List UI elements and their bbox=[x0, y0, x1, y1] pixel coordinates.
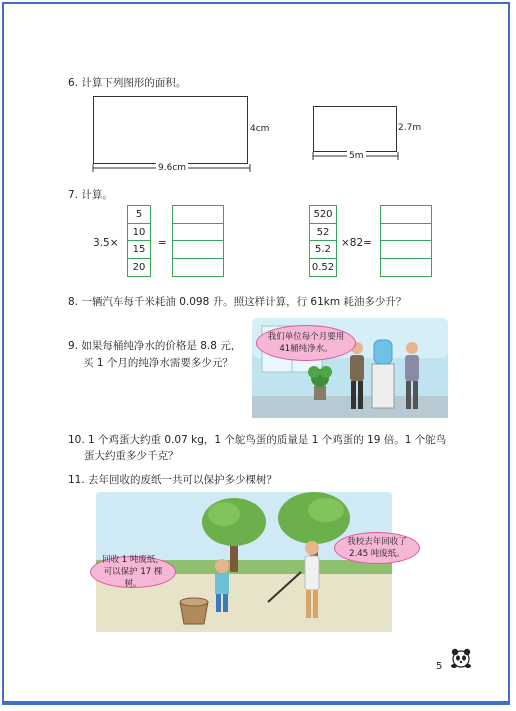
answer-cell[interactable] bbox=[381, 224, 431, 242]
answer-cell[interactable] bbox=[173, 259, 223, 277]
answer-cell[interactable] bbox=[173, 241, 223, 259]
rectangle-2 bbox=[313, 106, 397, 152]
page-number: 5 bbox=[436, 661, 443, 672]
left-value: 10 bbox=[128, 224, 150, 242]
right-operator: ×82= bbox=[341, 237, 372, 249]
speech-bubble-tree: 回收 1 吨废纸，可以保护 17 棵树。 bbox=[90, 556, 176, 588]
left-equals: = bbox=[158, 237, 167, 249]
right-value: 0.52 bbox=[311, 261, 335, 273]
right-value: 520 bbox=[310, 206, 336, 224]
left-value: 20 bbox=[132, 261, 146, 273]
right-value-column bbox=[309, 205, 337, 277]
question-10-line-1: 10. 1 个鸡蛋大约重 0.07 kg，1 个鸵鸟蛋的质量是 1 个鸡蛋的 19 倍。1 个鸵鸟 bbox=[68, 434, 447, 446]
left-multiplier: 3.5× bbox=[93, 237, 119, 249]
rect1-width-label: 9.6cm bbox=[158, 163, 187, 173]
answer-cell[interactable] bbox=[381, 259, 431, 277]
question-8: 8. 一辆汽车每千米耗油 0.098 升。照这样计算，行 61km 耗油多少升？ bbox=[68, 296, 407, 308]
question-10-line-2: 蛋大约重多少千克？ bbox=[84, 450, 179, 462]
right-value: 5.2 bbox=[310, 241, 336, 259]
question-9-line-1: 9. 如果每桶纯净水的价格是 8.8 元， bbox=[68, 340, 242, 352]
answer-cell[interactable] bbox=[381, 206, 431, 224]
answer-cell[interactable] bbox=[381, 241, 431, 259]
question-9-line-2: 买 1 个月的纯净水需要多少元？ bbox=[83, 357, 233, 369]
right-answer-column bbox=[380, 205, 432, 277]
left-value: 15 bbox=[128, 241, 150, 259]
answer-cell[interactable] bbox=[173, 224, 223, 242]
rect1-height-label: 4cm bbox=[250, 124, 270, 134]
question-6: 6. 计算下列图形的面积。 bbox=[68, 77, 187, 89]
panda-icon bbox=[449, 646, 473, 670]
left-value: 5 bbox=[128, 206, 150, 224]
question-11: 11. 去年回收的废纸一共可以保护多少棵树？ bbox=[68, 474, 278, 486]
left-value-column bbox=[127, 205, 151, 277]
rect2-height-label: 2.7m bbox=[398, 123, 422, 133]
speech-bubble-paper: 我校去年回收了 2.45 吨废纸。 bbox=[334, 532, 420, 564]
rectangle-1 bbox=[93, 96, 248, 164]
right-value: 52 bbox=[310, 224, 336, 242]
speech-bubble-water: 我们单位每个月要用41桶纯净水。 bbox=[256, 325, 356, 361]
left-answer-column bbox=[172, 205, 224, 277]
rect2-width-label: 5m bbox=[349, 151, 364, 161]
answer-cell[interactable] bbox=[173, 206, 223, 224]
question-7: 7. 计算。 bbox=[68, 189, 113, 201]
